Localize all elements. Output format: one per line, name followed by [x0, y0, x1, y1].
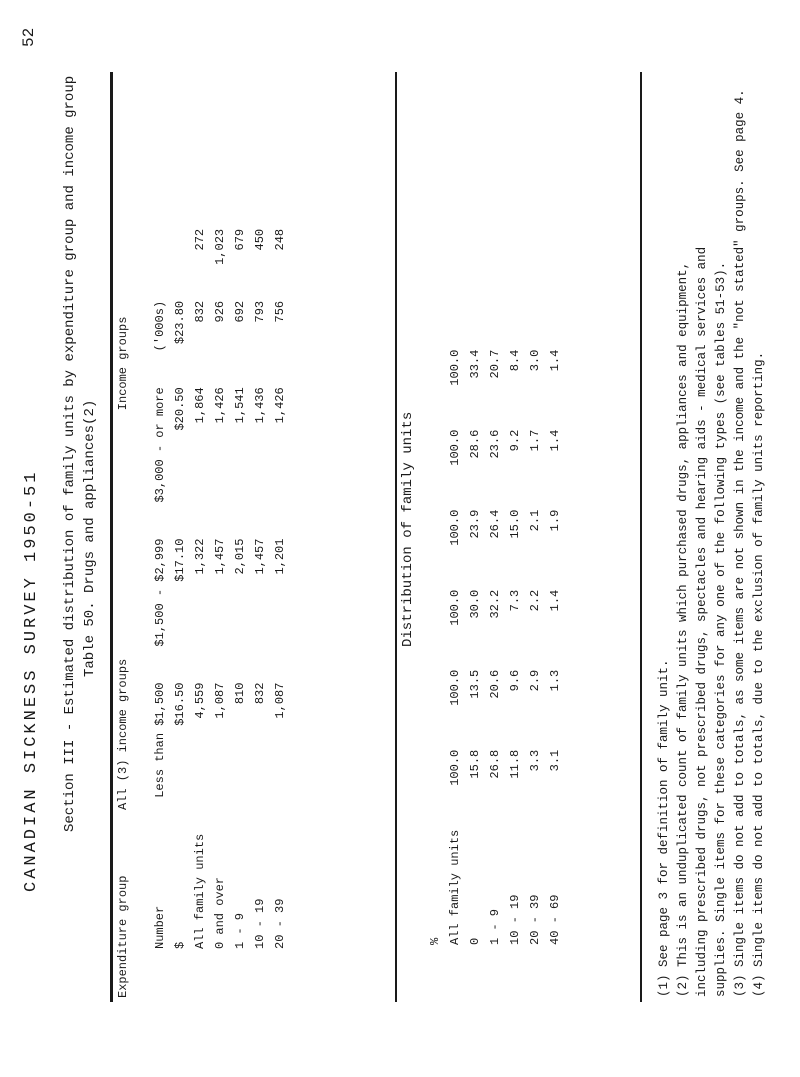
footnotes — [655, 89, 769, 997]
table-row — [190, 211, 210, 967]
section-heading: - Estimated distribution of family units by expenditure group and income group — [62, 75, 78, 732]
cell-value: 1,457 — [253, 538, 267, 575]
footnote-3: (3) Single items do not add to totals, as some items are not shown in the income and the "not stated" groups. See page 4. — [733, 89, 747, 997]
running-title: CANADIAN SICKNESS SURVEY 1950-51 — [22, 469, 41, 892]
cell-value: 272 — [193, 228, 207, 251]
row-label: All family units — [193, 833, 207, 949]
section-label: Section III — [62, 739, 78, 832]
cell-value: 1,426 — [273, 387, 287, 424]
page-number: 52 — [20, 27, 38, 47]
cell-value: 1.7 — [528, 429, 542, 452]
cell-value: 1,087 — [273, 682, 287, 719]
cell-value: 100.0 — [448, 589, 462, 626]
row-label: 20 - 39 — [273, 898, 287, 949]
cell-value: 1.9 — [548, 509, 562, 532]
cell-value: 926 — [213, 300, 227, 323]
cell-value: 9.2 — [508, 429, 522, 452]
cell-value: 20.7 — [488, 349, 502, 379]
section-title — [62, 76, 78, 832]
table-row — [505, 328, 525, 967]
cell-value: 450 — [253, 228, 267, 251]
table-distribution-body — [425, 328, 565, 967]
units-label: ('000s) — [153, 300, 167, 352]
cell-value: 100.0 — [448, 749, 462, 786]
cell-value: 33.4 — [468, 349, 482, 379]
cell-value: 248 — [273, 228, 287, 251]
table-row — [485, 328, 505, 967]
cell-value: 2,015 — [233, 538, 247, 575]
subheader: $1,500 - $2,999 — [153, 538, 167, 647]
cell-value: 7.3 — [508, 589, 522, 612]
cell-value: 1.4 — [548, 589, 562, 612]
cell-value: 2.1 — [528, 509, 542, 532]
row-label: 20 - 39 — [528, 894, 542, 945]
table-row — [525, 328, 545, 967]
cell-value: 13.5 — [468, 669, 482, 699]
cell-value: 1,023 — [213, 228, 227, 265]
row-label: 1 - 9 — [233, 912, 247, 949]
bottom-rule — [640, 72, 642, 1002]
cell-value: 692 — [233, 300, 247, 323]
cell-value: 15.8 — [468, 749, 482, 779]
cell-value: 1,864 — [193, 387, 207, 424]
cell-value: 4,559 — [193, 682, 207, 719]
cell-value: 756 — [273, 300, 287, 323]
cell-value: 3.0 — [528, 349, 542, 372]
cell-value: 793 — [253, 300, 267, 323]
cell-value: 3.3 — [528, 749, 542, 772]
cell-value: $20.50 — [173, 387, 187, 431]
table-row — [230, 211, 250, 967]
cell-value: 1,201 — [273, 538, 287, 575]
cell-value: 8.4 — [508, 349, 522, 372]
cell-value: $23.80 — [173, 300, 187, 345]
cell-value: 1,087 — [213, 682, 227, 719]
subheader: Less than $1,500 — [153, 682, 167, 798]
cell-value: 1,436 — [253, 387, 267, 424]
row-label: 10 - 19 — [253, 898, 267, 949]
subheader: $3,000 - or more — [153, 387, 167, 503]
table-row — [270, 211, 290, 967]
table-row — [170, 211, 190, 967]
cell-value: 20.6 — [488, 669, 502, 699]
header-all-ill: All (3) income groups — [116, 658, 130, 810]
cell-value: 23.6 — [488, 429, 502, 459]
row-label: 10 - 19 — [508, 894, 522, 945]
cell-value: 1.3 — [548, 669, 562, 692]
table-row — [465, 328, 485, 967]
header-income-groups: Income groups — [116, 316, 130, 411]
cell-value: 1.4 — [548, 429, 562, 452]
cell-value: 810 — [233, 682, 247, 705]
percent-label: % — [428, 937, 442, 945]
footnote-1b: (2) This is an unduplicated count of family units which purchased drugs, appliances and equipment, — [676, 261, 690, 997]
table-number-body — [150, 211, 290, 967]
table-row — [210, 211, 230, 967]
footnote-4: (4) Single items do not add to totals, due to the exclusion of family units reporting. — [752, 351, 766, 997]
cell-value: 832 — [253, 682, 267, 705]
cell-value: 11.8 — [508, 749, 522, 779]
cell-value: 679 — [233, 228, 247, 251]
cell-value: $17.10 — [173, 538, 187, 582]
cell-value: 1,457 — [213, 538, 227, 575]
cell-value: 32.2 — [488, 589, 502, 619]
cell-value: 26.8 — [488, 749, 502, 779]
cell-value: 28.6 — [468, 429, 482, 459]
row-label: 0 and over — [213, 876, 227, 949]
distribution-title: Distribution of family units — [400, 411, 416, 647]
footnote-2b: supplies. Single items for these categories for any one of the following types (see tables 51-53). — [714, 261, 728, 997]
row-label: 1 - 9 — [488, 908, 502, 945]
cell-value: 23.9 — [468, 509, 482, 539]
table-number — [116, 72, 130, 1002]
table-row — [250, 211, 270, 967]
row-label: All family units — [448, 829, 462, 945]
cell-value: 832 — [193, 300, 207, 323]
table-title: Table 50. Drugs and appliances(2) — [82, 399, 98, 677]
cell-value: $16.50 — [173, 682, 187, 726]
cell-value: 1,541 — [233, 387, 247, 424]
number-label: Number — [153, 905, 167, 949]
cell-value: 30.0 — [468, 589, 482, 619]
cell-value: 100.0 — [448, 509, 462, 546]
cell-value: 100.0 — [448, 669, 462, 706]
top-rule — [110, 72, 113, 1002]
cell-value: 100.0 — [448, 349, 462, 386]
mid-rule — [395, 72, 397, 1002]
row-label: 40 - 69 — [548, 894, 562, 945]
row-label: 0 — [468, 937, 482, 945]
cell-value: 100.0 — [448, 429, 462, 466]
cell-value: 9.6 — [508, 669, 522, 692]
table-row — [545, 328, 565, 967]
cell-value: 26.4 — [488, 509, 502, 539]
footnote-1: (1) See page 3 for definition of family unit. — [657, 659, 671, 997]
cell-value: 15.0 — [508, 509, 522, 539]
cell-value: 1,322 — [193, 538, 207, 575]
cell-value: 3.1 — [548, 749, 562, 772]
header-group: Expenditure group — [116, 875, 130, 998]
table-row — [445, 328, 465, 967]
cell-value: 1.4 — [548, 349, 562, 372]
cell-value: 2.2 — [528, 589, 542, 612]
footnote-2: including prescribed drugs, not prescribed drugs, spectacles and hearing aids - medical services and — [695, 246, 709, 997]
cell-value: 2.9 — [528, 669, 542, 692]
row-label: $ — [173, 941, 187, 949]
cell-value: 1,426 — [213, 387, 227, 424]
